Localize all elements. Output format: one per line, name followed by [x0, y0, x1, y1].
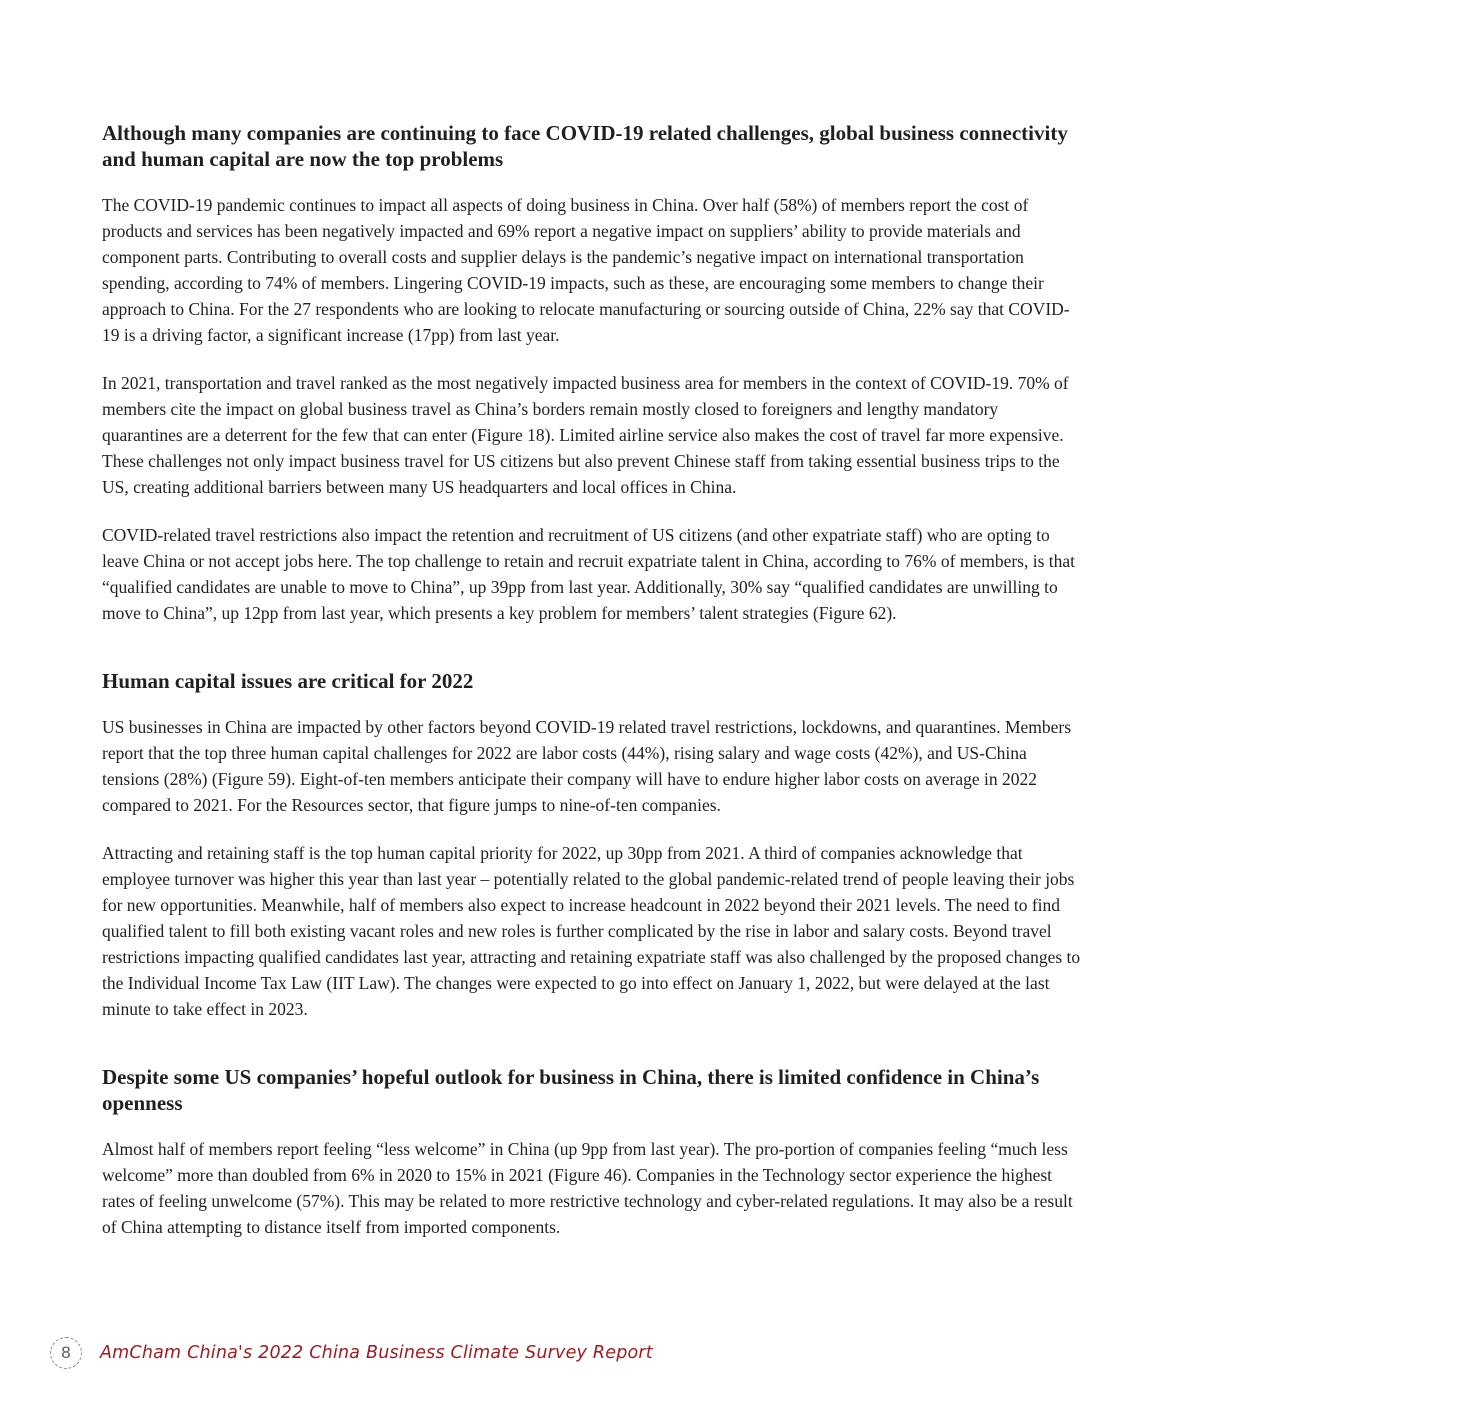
paragraph-less-welcome: Almost half of members report feeling “less welcome” in China (up 9pp from last year). The pro-portion of companies feeling “much less welcome” more than doubled from 6% in 2020 to 15% in 2021 (Figure 46). Companies in the Technology sector experience the highest rates of feeling unwelcome (57%). This may be related to more restrictive technology and cyber-related regulations. It may also be a result of China attempting to distance itself from imported components. [102, 1139, 1073, 1237]
paragraph-covid-impact: The COVID-19 pandemic continues to impact all aspects of doing business in China. Over half (58%) of members report the cost of products and services has been negatively impacted and 69% report a negative impact on suppliers’ ability to provide materials and component parts. Contributing to overall costs and supplier delays is the pandemic’s negative impact on international transportation spending, according to 74% of members. Lingering COVID-19 impacts, such as these, are encouraging some members to change their approach to China. For the 27 respondents who are looking to relocate manufacturing or sourcing outside of China, 22% say that COVID-19 is a driving factor, a significant increase (17pp) from last year. [102, 195, 1070, 345]
page-number-badge [50, 1337, 82, 1369]
section-heading-covid-challenges: Although many companies are continuing to face COVID-19 related challenges, global business connectivity and human capital are now the top problems [102, 121, 1068, 171]
paragraph-expatriate-recruitment: COVID-related travel restrictions also impact the retention and recruitment of US citizens (and other expatriate staff) who are opting to leave China or not accept jobs here. The top challenge to retain and recruit expatriate talent in China, according to 76% of members, is that “qualified candidates are unable to move to China”, up 39pp from last year. Additionally, 30% say “qualified candidates are unwilling to move to China”, up 12pp from last year, which presents a key problem for members’ talent strategies (Figure 62). [102, 525, 1076, 623]
document-body [102, 120, 1082, 1262]
section-heading-china-openness: Despite some US companies’ hopeful outlook for business in China, there is limited confidence in China’s openness [102, 1065, 1040, 1115]
report-title: AmCham China's 2022 China Business Climate Survey Report [100, 1343, 653, 1363]
page-number: 8 [61, 1343, 71, 1362]
paragraph-attracting-retaining-staff: Attracting and retaining staff is the top human capital priority for 2022, up 30pp from 2021. A third of companies acknowledge that employee turnover was higher this year than last year – potentially related to the global pandemic-related trend of people leaving their jobs for new opportunities. Meanwhile, half of members also expect to increase headcount in 2022 beyond their 2021 levels. The need to find qualified talent to fill both existing vacant roles and new roles is further complicated by the rise in labor and salary costs. Beyond travel restrictions impacting qualified candidates last year, attracting and retaining expatriate staff was also challenged by the proposed changes to the Individual Income Tax Law (IIT Law). The changes were expected to go into effect on January 1, 2022, but were delayed at the last minute to take effect in 2023. [102, 843, 1081, 1019]
paragraph-transportation-travel: In 2021, transportation and travel ranked as the most negatively impacted business area for members in the context of COVID-19. 70% of members cite the impact on global business travel as China’s borders remain mostly closed to foreigners and lengthy mandatory quarantines are a deterrent for the few that can enter (Figure 18). Limited airline service also makes the cost of travel far more expensive. These challenges not only impact business travel for US citizens but also prevent Chinese staff from taking essential business trips to the US, creating additional barriers between many US headquarters and local offices in China. [102, 373, 1069, 497]
section-heading-human-capital: Human capital issues are critical for 2022 [102, 669, 474, 693]
paragraph-human-capital-challenges: US businesses in China are impacted by other factors beyond COVID-19 related travel restrictions, lockdowns, and quarantines. Members report that the top three human capital challenges for 2022 are labor costs (44%), rising salary and wage costs (42%), and US-China tensions (28%) (Figure 59). Eight-of-ten members anticipate their company will have to endure higher labor costs on average in 2022 compared to 2021. For the Resources sector, that figure jumps to nine-of-ten companies. [102, 717, 1072, 815]
page-footer [50, 1336, 653, 1370]
